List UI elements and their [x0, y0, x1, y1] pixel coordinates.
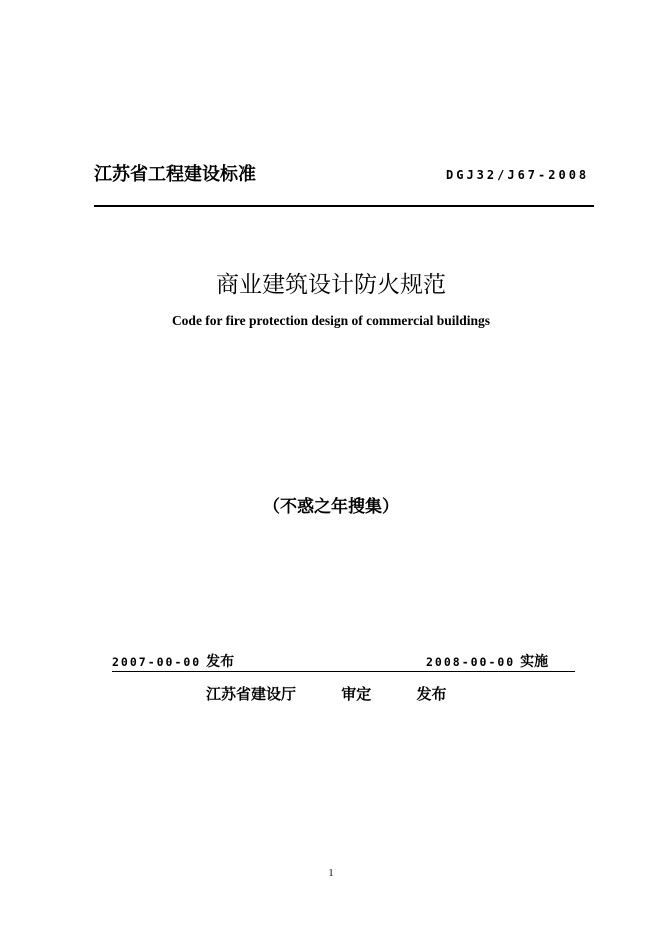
- release-date: 2007-00-00: [112, 655, 202, 669]
- release-date-line: [112, 652, 234, 672]
- issuer-published-label: 发布: [416, 685, 447, 703]
- standard-code: DGJ32/J67-2008: [446, 168, 590, 182]
- issuer-name: 江苏省建设厅: [206, 685, 297, 703]
- document-title-chinese: 商业建筑设计防火规范: [216, 272, 446, 298]
- issuer-line: [206, 683, 447, 705]
- collector-note: （不惑之年搜集）: [263, 497, 399, 517]
- dates-underline: [112, 671, 575, 672]
- effective-label: 实施: [520, 654, 549, 670]
- effective-date: 2008-00-00: [426, 655, 516, 669]
- effective-date-line: [426, 652, 548, 672]
- release-label: 发布: [206, 654, 235, 670]
- standard-category-title: 江苏省工程建设标准: [94, 164, 256, 185]
- document-title-english: Code for fire protection design of commercial buildings: [171, 313, 491, 328]
- page-number: 1: [328, 868, 334, 879]
- header-divider: [94, 205, 594, 207]
- issuer-approved-label: 审定: [341, 685, 372, 703]
